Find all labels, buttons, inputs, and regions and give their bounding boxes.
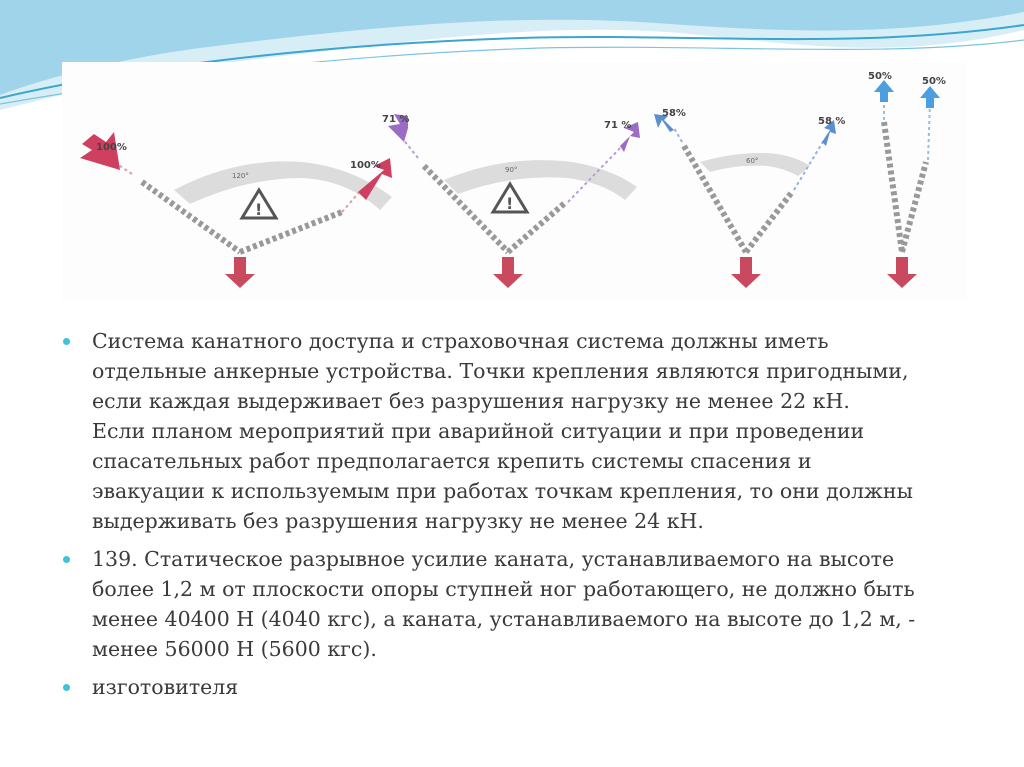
right-load-label: 71 % bbox=[604, 120, 632, 131]
panel-0-degree bbox=[868, 71, 946, 288]
bullet-text: Система канатного доступа и страховочная система должны иметь отдельные анкерные устройства. Точки крепления являются пригодными, если каждая выдерживает без разрушения нагрузку не менее 22 кН. Если планом мероприятий при аварийной ситуации и при проведении спасательных работ предполагается крепить системы спасения и эвакуации к используемым при работах точкам крепления, то они должны выдерживать без разрушения нагрузку не менее 24 кН. bbox=[92, 329, 913, 533]
angle-label: 60° bbox=[746, 157, 759, 165]
svg-text:!: ! bbox=[255, 200, 263, 219]
warning-icon bbox=[493, 184, 527, 213]
svg-text:!: ! bbox=[506, 194, 514, 213]
bullet-rope-breaking-force bbox=[60, 544, 980, 664]
bullet-text: изготовителя bbox=[92, 675, 239, 699]
bullet-text: 139. Статическое разрывное усилие каната, устанавливаемого на высоте более 1,2 м от плоскости опоры ступней ног работающего, не должно быть менее 40400 Н (4040 кгс), а каната, устанавливаемого на высоте до 1,2 м, - менее 56000 Н (5600 кгс). bbox=[92, 547, 916, 661]
warning-icon bbox=[242, 190, 276, 219]
right-load-label: 58 % bbox=[818, 116, 846, 127]
down-load-arrow bbox=[731, 257, 761, 288]
slide-content bbox=[60, 326, 980, 710]
bullet-dot bbox=[63, 684, 70, 691]
anchor-angle-illustration bbox=[62, 62, 967, 300]
bullet-anchor-devices bbox=[60, 326, 980, 536]
panel-60-degree bbox=[654, 108, 845, 288]
bullet-dot bbox=[63, 338, 70, 345]
left-load-arrow bbox=[874, 80, 894, 102]
left-load-label: 71 % bbox=[382, 114, 410, 125]
bullet-manufacturer bbox=[60, 672, 980, 702]
left-load-label: 100% bbox=[96, 142, 127, 153]
panel-90-degree bbox=[382, 114, 640, 288]
right-load-label: 50% bbox=[922, 76, 946, 87]
bullet-dot bbox=[63, 556, 70, 563]
left-load-label: 58% bbox=[662, 108, 686, 119]
right-load-arrow bbox=[920, 86, 940, 108]
down-load-arrow bbox=[225, 257, 255, 288]
down-load-arrow bbox=[493, 257, 523, 288]
angle-label: 120° bbox=[232, 172, 249, 180]
panel-120-degree bbox=[80, 132, 392, 288]
right-load-label: 100% bbox=[350, 160, 381, 171]
left-load-label: 50% bbox=[868, 71, 892, 82]
angle-label: 90° bbox=[505, 166, 518, 174]
down-load-arrow bbox=[887, 257, 917, 288]
